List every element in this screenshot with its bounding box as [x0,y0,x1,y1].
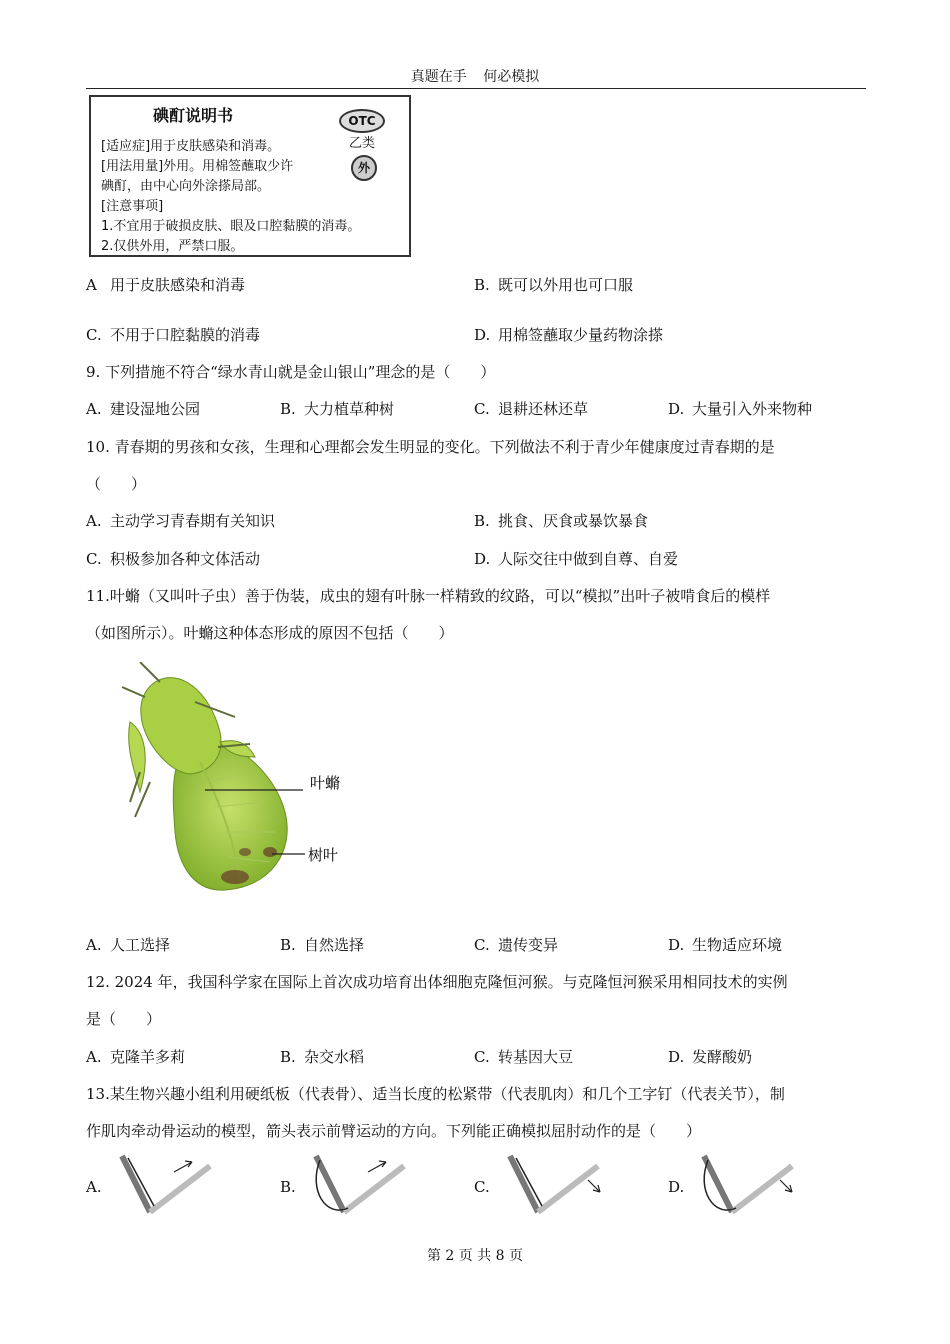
otc-badge: OTC [339,109,385,133]
q10-option-b[interactable]: B. 挑食、厌食或暴饮暴食 [474,512,649,530]
leaflet-line: [注意事项] [101,199,164,214]
q13-option-c-figure[interactable] [500,1150,610,1222]
q10-option-a[interactable]: A. 主动学习青春期有关知识 [86,512,276,530]
q12-option-d[interactable]: D. 发酵酸奶 [668,1048,753,1066]
q11-option-b[interactable]: B. 自然选择 [280,936,365,954]
leaf-insect-figure [100,662,380,902]
q10-option-c[interactable]: C. 积极参加各种文体活动 [86,550,261,568]
q11-option-c[interactable]: C. 遗传变异 [474,936,559,954]
q13-option-a-label[interactable]: A. [86,1178,102,1196]
q13-stem-cont: 作肌肉牵动骨运动的模型，箭头表示前臂运动的方向。下列能正确模拟屈肘动作的是（ ） [86,1122,702,1140]
q13-option-d-label[interactable]: D. [668,1178,685,1196]
q11-stem-cont: （如图所示）。叶䗛这种体态形成的原因不包括（ ） [86,624,454,642]
q10-stem-cont: （ ） [86,475,147,493]
q9-option-c[interactable]: C. 退耕还林还草 [474,400,589,418]
page-header [0,66,950,86]
q10-stem: 10. 青春期的男孩和女孩，生理和心理都会发生明显的变化。下列做法不利于青少年健康度过青春期的是 [86,438,775,456]
label-leaf: 树叶 [308,846,339,864]
q13-option-d-figure[interactable] [694,1150,804,1222]
q12-stem: 12. 2024 年，我国科学家在国际上首次成功培育出体细胞克隆恒河猴。与克隆恒河猴采用相同技术的实例 [86,973,788,991]
q13-option-a-figure[interactable] [112,1150,222,1222]
q8-option-b[interactable]: B. 既可以外用也可口服 [474,276,634,294]
q9-stem: 9. 下列措施不符合“绿水青山就是金山银山”理念的是（ ） [86,363,496,381]
external-use-icon: 外 [351,155,377,181]
leaflet-title: 碘酊说明书 [153,106,234,125]
page-footer: 第 2 页 共 8 页 [426,1248,524,1264]
leaflet-line: 1.不宜用于破损皮肤、眼及口腔黏膜的消毒。 [101,219,361,234]
q11-option-d[interactable]: D. 生物适应环境 [668,936,783,954]
header-rule [86,88,866,89]
insect-body [141,678,221,774]
leaflet-line: 碘酊，由中心向外涂搽局部。 [101,179,271,194]
header-right: 何必模拟 [483,69,540,85]
q12-option-b[interactable]: B. 杂交水稻 [280,1048,365,1066]
leaflet-line: [用法用量]外用。用棉签蘸取少许 [101,159,294,174]
q8-option-c[interactable]: C. 不用于口腔黏膜的消毒 [86,326,261,344]
otc-class: 乙类 [349,136,376,151]
q8-option-d[interactable]: D. 用棉签蘸取少量药物涂搽 [474,326,664,344]
q12-option-c[interactable]: C. 转基因大豆 [474,1048,574,1066]
q12-stem-cont: 是（ ） [86,1010,162,1028]
label-insect: 叶䗛 [310,774,341,792]
q8-option-a[interactable]: A 用于皮肤感染和消毒 [86,276,246,294]
q9-option-d[interactable]: D. 大量引入外来物种 [668,400,813,418]
iodine-leaflet [89,95,411,257]
leaflet-line: 2.仅供外用，严禁口服。 [101,239,244,254]
header-left: 真题在手 [410,69,467,85]
q11-stem: 11.叶䗛（又叫叶子虫）善于伪装，成虫的翅有叶脉一样精致的纹路，可以“模拟”出叶子被啃食后的模样 [86,587,771,605]
q13-stem: 13.某生物兴趣小组利用硬纸板（代表骨）、适当长度的松紧带（代表肌肉）和几个工字钉（代表关节），制 [86,1085,785,1103]
q9-option-a[interactable]: A. 建设湿地公园 [86,400,201,418]
q11-option-a[interactable]: A. 人工选择 [86,936,171,954]
q10-option-d[interactable]: D. 人际交往中做到自尊、自爱 [474,550,679,568]
q12-option-a[interactable]: A. 克隆羊多莉 [86,1048,186,1066]
q9-option-b[interactable]: B. 大力植草种树 [280,400,395,418]
q13-option-b-label[interactable]: B. [280,1178,296,1196]
leaflet-line: [适应症]用于皮肤感染和消毒。 [101,139,281,154]
q13-option-b-figure[interactable] [306,1150,416,1222]
q13-option-c-label[interactable]: C. [474,1178,490,1196]
